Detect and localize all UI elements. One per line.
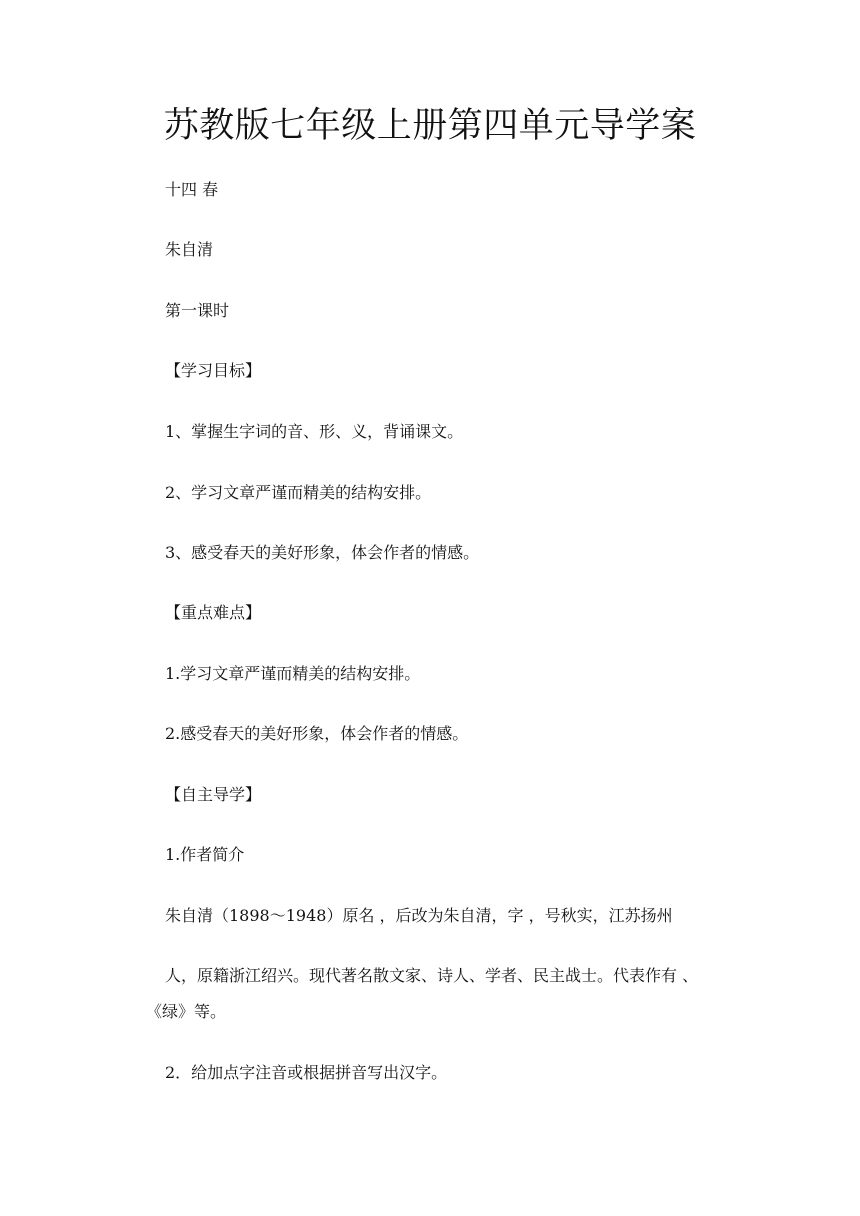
goal-item: 3、感受春天的美好形象，体会作者的情感。 [165,543,480,562]
author-intro-text: 人，原籍浙江绍兴。现代著名散文家、诗人、学者、民主战士。代表作有 、 [165,966,699,985]
author-intro-heading: 1.作者简介 [165,845,245,864]
self-study-heading: 【自主导学】 [165,785,262,804]
author-intro-text: 《绿》等。 [146,1002,227,1021]
key-point-item: 1.学习文章严谨而精美的结构安排。 [165,664,421,683]
pinyin-task: 2．给加点字注音或根据拼音写出汉字。 [165,1063,448,1082]
document-title: 苏教版七年级上册第四单元导学案 [163,106,697,146]
key-point-item: 2.感受春天的美好形象，体会作者的情感。 [165,724,469,743]
period-label: 第一课时 [165,301,230,320]
goal-item: 2、学习文章严谨而精美的结构安排。 [165,483,432,502]
author-intro-text: 朱自清（1898～1948）原名 ，后改为朱自清，字 ，号秋实，江苏扬州 [165,906,673,925]
lesson-heading: 十四 春 [165,180,219,199]
author-name: 朱自清 [165,240,214,259]
goals-heading: 【学习目标】 [165,361,262,380]
key-points-heading: 【重点难点】 [165,603,262,622]
goal-item: 1、掌握生字词的音、形、义，背诵课文。 [165,422,464,441]
